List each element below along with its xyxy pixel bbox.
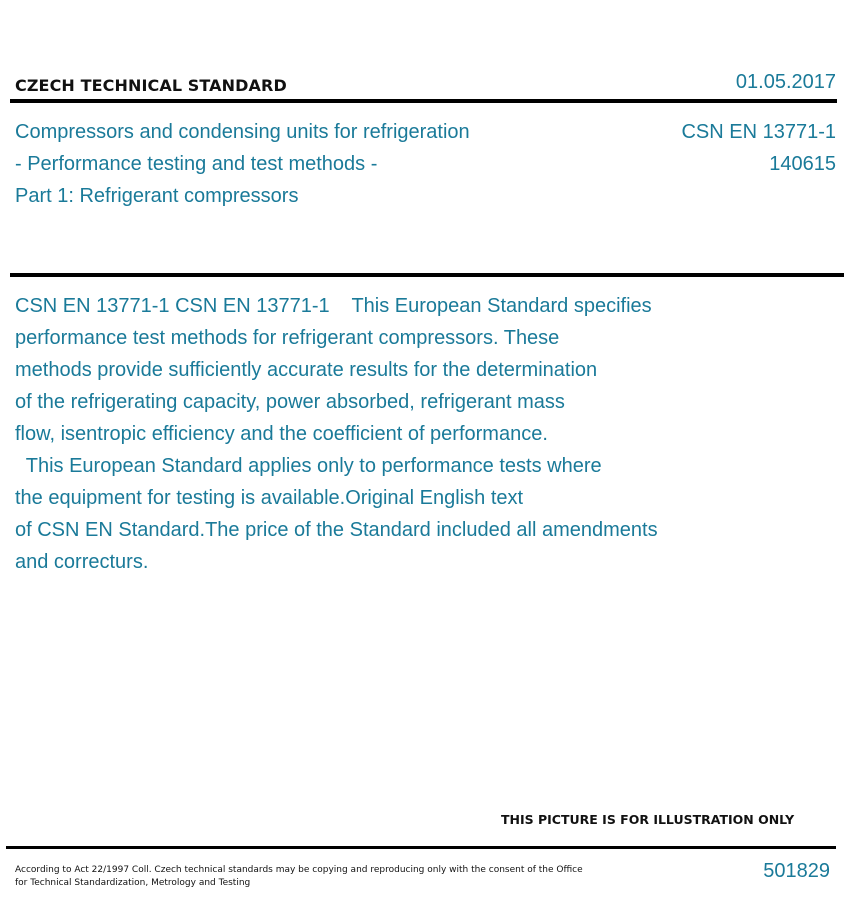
abstract-line: of CSN EN Standard.The price of the Standard included all amendments — [15, 519, 658, 541]
footer-divider — [6, 846, 836, 849]
standard-code: CSN EN 13771-1 — [681, 121, 836, 143]
copyright-notice-line: According to Act 22/1997 Coll. Czech technical standards may be copying and reproducing only with the consent of the Office — [15, 865, 583, 875]
abstract-line: of the refrigerating capacity, power absorbed, refrigerant mass — [15, 391, 565, 413]
standard-title — [15, 116, 470, 212]
abstract-line: and correcturs. — [15, 551, 149, 573]
copyright-notice-line: for Technical Standardization, Metrology and Testing — [15, 878, 251, 888]
classification-number: 140615 — [769, 153, 836, 175]
abstract-text — [15, 290, 658, 578]
standard-title-line: Compressors and condensing units for refrigeration — [15, 121, 470, 143]
abstract-line: the equipment for testing is available.Original English text — [15, 487, 524, 509]
section-divider — [10, 273, 844, 277]
catalog-number: 501829 — [763, 860, 830, 882]
illustration-disclaimer: THIS PICTURE IS FOR ILLUSTRATION ONLY — [501, 812, 795, 827]
abstract-line: methods provide sufficiently accurate results for the determination — [15, 359, 598, 381]
standard-identifiers — [681, 116, 836, 180]
copyright-notice — [15, 864, 583, 890]
standard-title-line: Part 1: Refrigerant compressors — [15, 185, 299, 207]
abstract-line: performance test methods for refrigerant compressors. These — [15, 327, 560, 349]
document-header-title: CZECH TECHNICAL STANDARD — [15, 76, 287, 95]
abstract-line: flow, isentropic efficiency and the coefficient of performance. — [15, 423, 548, 445]
publication-date: 01.05.2017 — [735, 71, 836, 93]
header-divider — [10, 99, 837, 103]
abstract-line: CSN EN 13771-1 CSN EN 13771-1 This European Standard specifies — [15, 295, 652, 317]
abstract-line: This European Standard applies only to performance tests where — [15, 455, 602, 477]
standard-title-line: - Performance testing and test methods - — [15, 153, 378, 175]
